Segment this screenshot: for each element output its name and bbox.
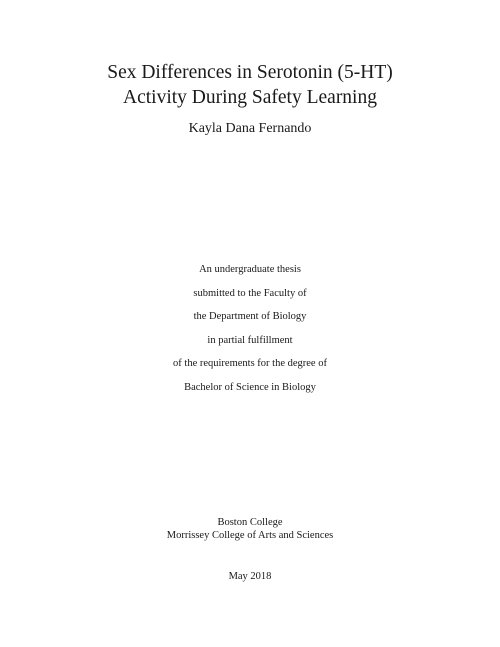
thesis-title-line-2: Activity During Safety Learning (123, 87, 377, 108)
thesis-title-line-1: Sex Differences in Serotonin (5-HT) (107, 62, 393, 83)
school-name: Morrissey College of Arts and Sciences (166, 530, 334, 541)
statement-line: the Department of Biology (193, 311, 307, 323)
statement-line: An undergraduate thesis (199, 264, 301, 275)
institution-block (0, 516, 500, 542)
statement-line: of the requirements for the degree of (173, 358, 327, 370)
thesis-title (0, 60, 500, 110)
statement-line: in partial fulfillment (207, 334, 293, 346)
statement-line: Bachelor of Science in Biology (184, 381, 316, 393)
degree-statement (0, 263, 500, 405)
college-name: Boston College (217, 517, 283, 528)
submission-date: May 2018 (228, 571, 272, 582)
author-name: Kayla Dana Fernando (188, 121, 312, 136)
statement-line: submitted to the Faculty of (193, 287, 307, 299)
